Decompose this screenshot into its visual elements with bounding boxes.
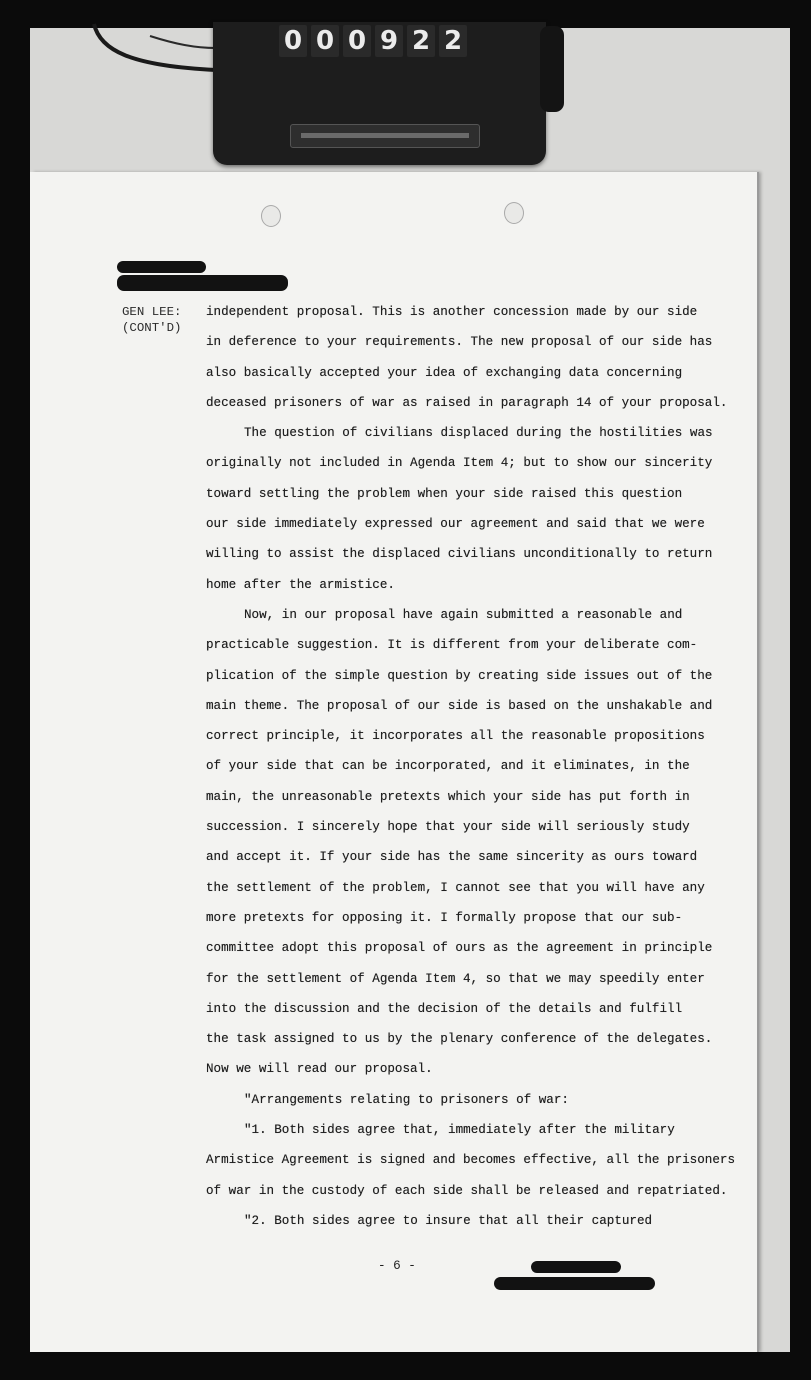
text-line: the task assigned to us by the plenary conference of the delegates. <box>206 1032 713 1047</box>
text-line: correct principle, it incorporates all the reasonable propositions <box>206 729 705 744</box>
text-line: succession. I sincerely hope that your side will seriously study <box>206 820 690 835</box>
redaction-bar <box>117 275 288 291</box>
text-line: Now, in our proposal have again submitted a reasonable and <box>244 607 683 622</box>
counter-slot <box>290 124 480 148</box>
page-number: - 6 - <box>378 1259 416 1273</box>
punch-hole-left <box>261 205 281 227</box>
text-line: of your side that can be incorporated, and it eliminates, in the <box>206 759 690 774</box>
text-line: committee adopt this proposal of ours as the agreement in principle <box>206 941 713 956</box>
text-line: "Arrangements relating to prisoners of war: <box>244 1092 569 1107</box>
counter-digit: 2 <box>439 25 467 57</box>
text-line: originally not included in Agenda Item 4; but to show our sincerity <box>206 456 713 471</box>
text-line: the settlement of the problem, I cannot see that you will have any <box>206 880 705 895</box>
text-line: in deference to your requirements. The new proposal of our side has <box>206 335 713 350</box>
text-line: and accept it. If your side has the same sincerity as ours toward <box>206 850 698 865</box>
counter-digit: 0 <box>311 25 339 57</box>
text-line: willing to assist the displaced civilians unconditionally to return <box>206 547 713 562</box>
speaker-continuation: (CONT'D) <box>122 321 182 335</box>
counter-knob <box>540 26 564 112</box>
text-line: for the settlement of Agenda Item 4, so that we may speedily enter <box>206 971 705 986</box>
speaker-label <box>122 304 182 336</box>
redaction-bar <box>531 1261 621 1273</box>
text-line: deceased prisoners of war as raised in paragraph 14 of your proposal. <box>206 395 728 410</box>
counter-digit: 2 <box>407 25 435 57</box>
text-line: Now we will read our proposal. <box>206 1062 433 1077</box>
counter-digit: 0 <box>279 25 307 57</box>
text-line: into the discussion and the decision of the details and fulfill <box>206 1001 683 1016</box>
counter-cable <box>0 0 230 120</box>
text-line: practicable suggestion. It is different from your deliberate com- <box>206 638 698 653</box>
text-line: main theme. The proposal of our side is based on the unshakable and <box>206 698 713 713</box>
text-line: more pretexts for opposing it. I formally propose that our sub- <box>206 910 683 925</box>
punch-hole-right <box>504 202 524 224</box>
text-line: also basically accepted your idea of exchanging data concerning <box>206 365 683 380</box>
transcript-body <box>206 297 735 1236</box>
text-line: Armistice Agreement is signed and becomes effective, all the prisoners <box>206 1153 736 1168</box>
text-line: The question of civilians displaced during the hostilities was <box>244 426 713 441</box>
counter-digit: 0 <box>343 25 371 57</box>
text-line: home after the armistice. <box>206 577 395 592</box>
text-line: main, the unreasonable pretexts which your side has put forth in <box>206 789 690 804</box>
counter-digit: 9 <box>375 25 403 57</box>
redaction-bar <box>494 1277 655 1290</box>
text-line: "1. Both sides agree that, immediately after the military <box>244 1123 675 1138</box>
text-line: plication of the simple question by creating side issues out of the <box>206 668 713 683</box>
text-line: of war in the custody of each side shall be released and repatriated. <box>206 1183 728 1198</box>
counter-wheels <box>279 25 467 57</box>
text-line: toward settling the problem when your side raised this question <box>206 486 683 501</box>
text-line: independent proposal. This is another concession made by our side <box>206 305 698 319</box>
text-line: "2. Both sides agree to insure that all their captured <box>244 1213 653 1228</box>
redaction-bar <box>117 261 206 273</box>
speaker-name: GEN LEE: <box>122 305 182 319</box>
text-line: our side immediately expressed our agreement and said that we were <box>206 517 705 532</box>
